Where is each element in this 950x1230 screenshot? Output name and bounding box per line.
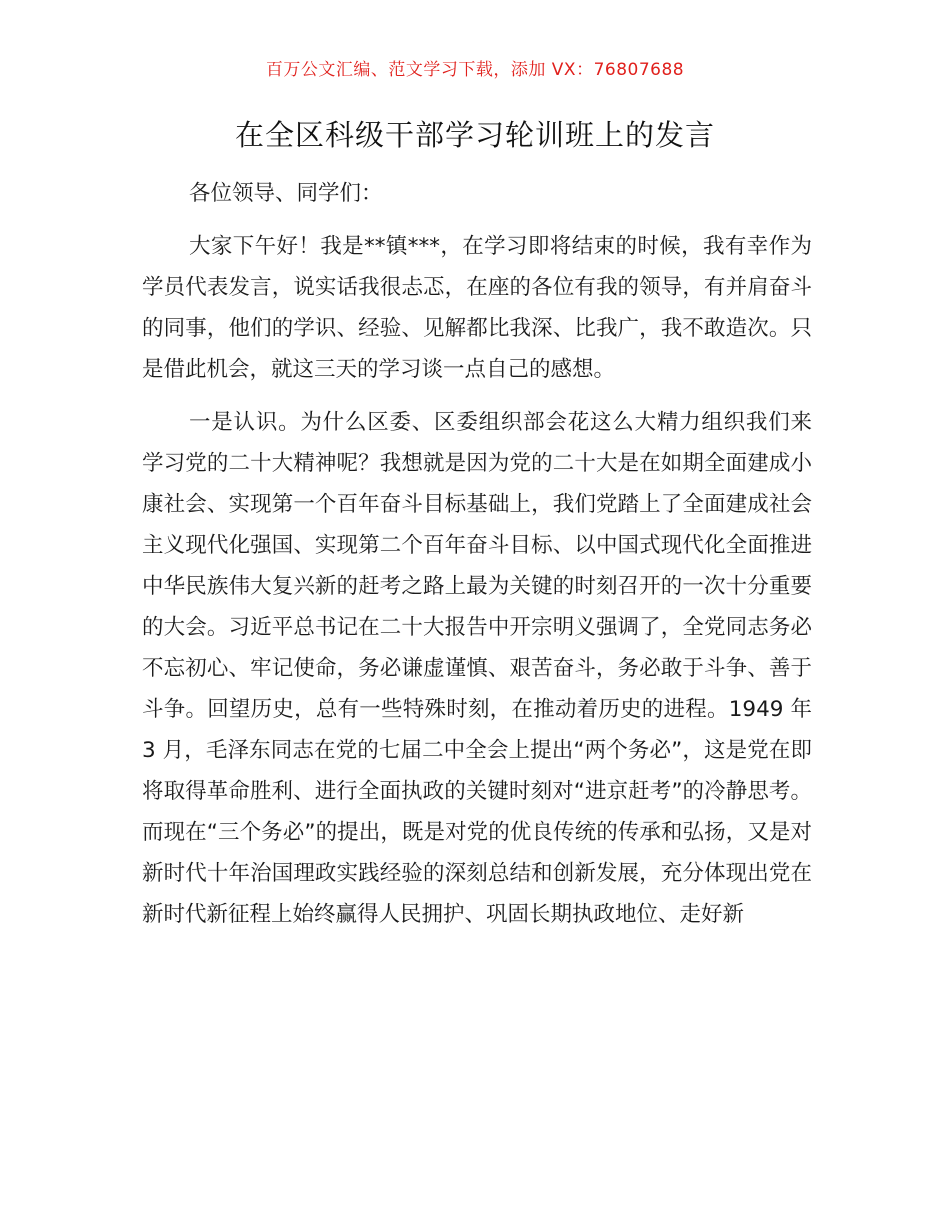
salutation: 各位领导、同学们： bbox=[189, 181, 383, 206]
document-title: 在全区科级干部学习轮训班上的发言 bbox=[234, 118, 715, 152]
paragraph-recognition: 一是认识。为什么区委、区委组织部会花这么大精力组织我们来学习党的二十大精神呢？我想就是因为党的二十大是在如期全面建成小康社会、实现第一个百年奋斗目标基础上，我们党踏上了全面建成社会主义现代化强国、实现第二个百年奋斗目标、以中国式现代化全面推进中华民族伟大复兴新的赶考之路上最为关键的时刻召开的一次十分重要的大会。习近平总书记在二十大报告中开宗明义强调了，全党同志务必不忘初心、牢记使命，务必谦虚谨慎、艰苦奋斗，务必敢于斗争、善于斗争。回望历史，总有一些特殊时刻，在推动着历史的进程。1949 年 3 月，毛泽东同志在党的七届二中全会上提出“两个务必”，这是党在即将取得革命胜利、进行全面执政的关键时刻对“进京赶考”的冷静思考。而现在“三个务必”的提出，既是对党的优良传统的传承和弘扬，又是对新时代十年治国理政实践经验的深刻总结和创新发展，充分体现出党在新时代新征程上始终赢得人民拥护、巩固长期执政地位、走好新 bbox=[142, 410, 812, 927]
paragraph-greeting: 大家下午好！我是**镇***，在学习即将结束的时候，我有幸作为学员代表发言，说实话我很忐忑，在座的各位有我的领导，有并肩奋斗的同事，他们的学识、经验、见解都比我深、比我广，我不敢造次。只是借此机会，就这三天的学习谈一点自己的感想。 bbox=[142, 234, 812, 382]
watermark-header: 百万公文汇编、范文学习下载，添加 VX：76807688 bbox=[265, 60, 685, 80]
document-body bbox=[142, 173, 812, 947]
